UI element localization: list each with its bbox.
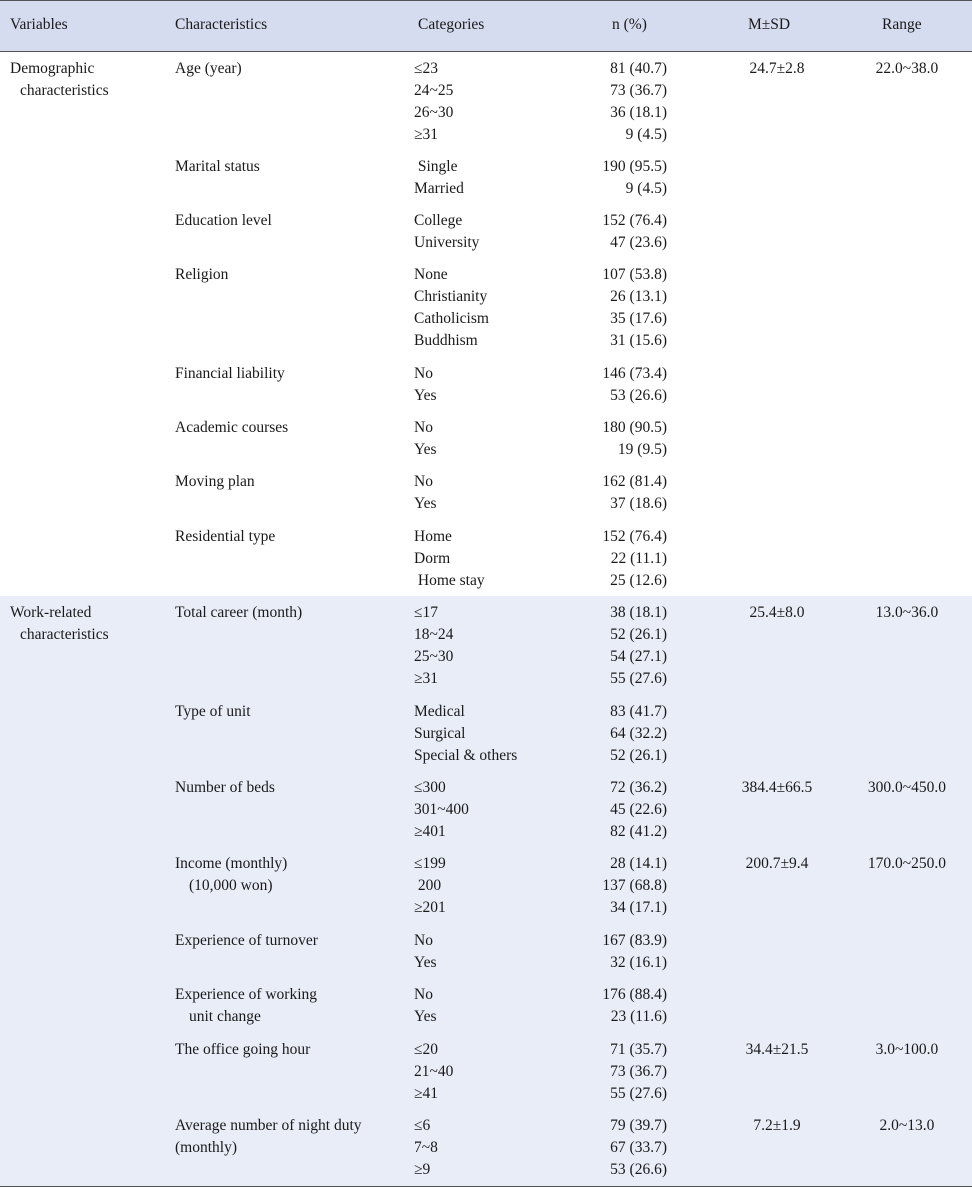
category-cell: University xyxy=(414,234,480,251)
row-categories xyxy=(414,1115,438,1181)
row-characteristic: Education level xyxy=(175,212,272,229)
range-cell: 170.0~250.0 xyxy=(867,855,947,872)
count-cell: 22 (11.1) xyxy=(610,550,667,567)
work-related-label xyxy=(10,602,109,646)
row-categories xyxy=(414,264,489,352)
row-categories xyxy=(414,930,437,974)
category-cell: No xyxy=(414,932,433,949)
category-cell: Special & others xyxy=(414,747,518,764)
count-cell: 107 (53.8) xyxy=(602,266,667,283)
category-cell: 200 xyxy=(414,877,442,894)
row-counts xyxy=(560,210,667,254)
header-characteristics: Characteristics xyxy=(175,16,268,33)
category-cell: ≤6 xyxy=(414,1117,431,1134)
category-cell: ≥41 xyxy=(414,1085,439,1102)
count-cell: 72 (36.2) xyxy=(610,779,667,796)
count-cell: 32 (16.1) xyxy=(610,954,667,971)
row-counts xyxy=(560,471,667,515)
category-cell: ≤199 xyxy=(414,855,446,872)
demographic-label-line1: Demographic xyxy=(10,60,95,77)
category-cell: No xyxy=(414,473,433,490)
row-categories xyxy=(414,602,453,690)
count-cell: 35 (17.6) xyxy=(610,310,667,327)
category-cell: 21~40 xyxy=(414,1063,454,1080)
row-categories xyxy=(414,210,479,254)
row-counts xyxy=(560,1039,667,1105)
count-cell: 79 (39.7) xyxy=(610,1117,667,1134)
header-categories: Categories xyxy=(418,16,485,33)
demographic-label-line2: characteristics xyxy=(20,82,109,99)
count-cell: 26 (13.1) xyxy=(610,288,667,305)
category-cell: College xyxy=(414,212,463,229)
count-cell: 52 (26.1) xyxy=(610,626,667,643)
header-n-percent: n (%) xyxy=(612,16,647,33)
row-categories xyxy=(414,156,464,200)
count-cell: 53 (26.6) xyxy=(610,387,667,404)
count-cell: 9 (4.5) xyxy=(625,180,667,197)
row-categories xyxy=(414,526,485,592)
category-cell: No xyxy=(414,419,433,436)
row-counts xyxy=(560,58,667,146)
category-cell: No xyxy=(414,986,433,1003)
category-cell: Home xyxy=(414,528,452,545)
category-cell: Home stay xyxy=(414,572,485,589)
row-categories xyxy=(414,417,437,461)
count-cell: 38 (18.1) xyxy=(610,604,667,621)
count-cell: 36 (18.1) xyxy=(610,104,667,121)
row-characteristic xyxy=(175,853,287,897)
characteristic-line1: Average number of night duty xyxy=(175,1117,362,1134)
category-cell: ≤23 xyxy=(414,60,439,77)
count-cell: 34 (17.1) xyxy=(610,899,667,916)
category-cell: 301~400 xyxy=(414,801,469,818)
category-cell: Single xyxy=(414,158,458,175)
row-characteristic: Experience of turnover xyxy=(175,932,318,949)
mean-sd-cell: 25.4±8.0 xyxy=(749,604,805,621)
count-cell: 53 (26.6) xyxy=(610,1161,667,1178)
count-cell: 190 (95.5) xyxy=(602,158,667,175)
count-cell: 52 (26.1) xyxy=(610,747,667,764)
category-cell: Catholicism xyxy=(414,310,489,327)
count-cell: 73 (36.7) xyxy=(610,82,667,99)
count-cell: 25 (12.6) xyxy=(610,572,667,589)
count-cell: 19 (9.5) xyxy=(617,441,667,458)
row-characteristic: Marital status xyxy=(175,158,260,175)
count-cell: 152 (76.4) xyxy=(602,212,667,229)
count-cell: 55 (27.6) xyxy=(610,670,667,687)
category-cell: ≥31 xyxy=(414,126,439,143)
range-cell: 300.0~450.0 xyxy=(867,779,947,796)
count-cell: 23 (11.6) xyxy=(610,1008,667,1025)
characteristic-line1: Income (monthly) xyxy=(175,855,288,872)
category-cell: Medical xyxy=(414,703,465,720)
category-cell: Yes xyxy=(414,495,437,512)
category-cell: None xyxy=(414,266,448,283)
row-counts xyxy=(560,363,667,407)
category-cell: No xyxy=(414,365,433,382)
category-cell: ≥201 xyxy=(414,899,446,916)
count-cell: 55 (27.6) xyxy=(610,1085,667,1102)
category-cell: Christianity xyxy=(414,288,488,305)
work-related-section xyxy=(0,596,972,1187)
category-cell: ≤20 xyxy=(414,1041,439,1058)
category-cell: Dorm xyxy=(414,550,451,567)
row-categories xyxy=(414,363,437,407)
row-categories xyxy=(414,853,446,919)
header-variables: Variables xyxy=(10,16,68,33)
row-categories xyxy=(414,58,453,146)
category-cell: 18~24 xyxy=(414,626,454,643)
category-cell: Surgical xyxy=(414,725,466,742)
category-cell: Married xyxy=(414,180,464,197)
count-cell: 167 (83.9) xyxy=(602,932,667,949)
table-header xyxy=(0,0,972,52)
count-cell: 176 (88.4) xyxy=(602,986,667,1003)
count-cell: 83 (41.7) xyxy=(610,703,667,720)
header-mean-sd: M±SD xyxy=(748,16,791,33)
row-characteristic: Residential type xyxy=(175,528,276,545)
category-cell: Yes xyxy=(414,441,437,458)
category-cell: 24~25 xyxy=(414,82,454,99)
row-counts xyxy=(560,417,667,461)
row-categories xyxy=(414,984,437,1028)
header-range: Range xyxy=(882,16,922,33)
characteristic-line2: (monthly) xyxy=(175,1139,237,1156)
mean-sd-cell: 24.7±2.8 xyxy=(749,60,805,77)
range-cell: 13.0~36.0 xyxy=(875,604,939,621)
count-cell: 82 (41.2) xyxy=(610,823,667,840)
row-characteristic: Type of unit xyxy=(175,703,251,720)
count-cell: 9 (4.5) xyxy=(625,126,667,143)
count-cell: 54 (27.1) xyxy=(610,648,667,665)
category-cell: 25~30 xyxy=(414,648,454,665)
characteristic-line2: unit change xyxy=(189,1008,261,1025)
mean-sd-cell: 384.4±66.5 xyxy=(741,779,813,796)
row-counts xyxy=(560,701,667,767)
mean-sd-cell: 200.7±9.4 xyxy=(745,855,809,872)
count-cell: 47 (23.6) xyxy=(610,234,667,251)
characteristic-line2: (10,000 won) xyxy=(189,877,273,894)
range-cell: 3.0~100.0 xyxy=(875,1041,939,1058)
row-characteristic: The office going hour xyxy=(175,1041,311,1058)
row-counts xyxy=(560,156,667,200)
work-related-label-line1: Work-related xyxy=(10,604,92,621)
category-cell: Buddhism xyxy=(414,332,478,349)
category-cell: Yes xyxy=(414,1008,437,1025)
count-cell: 137 (68.8) xyxy=(602,877,667,894)
category-cell: ≥9 xyxy=(414,1161,431,1178)
row-counts xyxy=(560,602,667,690)
row-characteristic: Academic courses xyxy=(175,419,289,436)
count-cell: 71 (35.7) xyxy=(610,1041,667,1058)
count-cell: 31 (15.6) xyxy=(610,332,667,349)
row-categories xyxy=(414,777,469,843)
row-characteristic xyxy=(175,984,317,1028)
category-cell: 7~8 xyxy=(414,1139,438,1156)
category-cell: ≤300 xyxy=(414,779,446,796)
demographic-section xyxy=(0,52,972,596)
category-cell: Yes xyxy=(414,954,437,971)
category-cell: 26~30 xyxy=(414,104,454,121)
row-characteristic: Religion xyxy=(175,266,229,283)
mean-sd-cell: 7.2±1.9 xyxy=(753,1117,801,1134)
category-cell: ≥31 xyxy=(414,670,439,687)
row-categories xyxy=(414,471,437,515)
row-characteristic: Age (year) xyxy=(175,60,242,77)
row-counts xyxy=(560,264,667,352)
count-cell: 152 (76.4) xyxy=(602,528,667,545)
row-characteristic: Number of beds xyxy=(175,779,275,796)
category-cell: ≥401 xyxy=(414,823,446,840)
row-characteristic: Total career (month) xyxy=(175,604,303,621)
count-cell: 64 (32.2) xyxy=(610,725,667,742)
mean-sd-cell: 34.4±21.5 xyxy=(745,1041,809,1058)
row-characteristic: Financial liability xyxy=(175,365,285,382)
count-cell: 180 (90.5) xyxy=(602,419,667,436)
row-counts xyxy=(560,930,667,974)
category-cell: Yes xyxy=(414,387,437,404)
row-characteristic xyxy=(175,1115,362,1159)
count-cell: 162 (81.4) xyxy=(602,473,667,490)
range-cell: 22.0~38.0 xyxy=(875,60,939,77)
row-categories xyxy=(414,1039,453,1105)
row-counts xyxy=(560,1115,667,1181)
row-categories xyxy=(414,701,517,767)
row-counts xyxy=(560,853,667,919)
work-related-label-line2: characteristics xyxy=(20,626,109,643)
count-cell: 67 (33.7) xyxy=(610,1139,667,1156)
count-cell: 146 (73.4) xyxy=(602,365,667,382)
row-characteristic: Moving plan xyxy=(175,473,255,490)
range-cell: 2.0~13.0 xyxy=(879,1117,935,1134)
count-cell: 81 (40.7) xyxy=(610,60,667,77)
category-cell: ≤17 xyxy=(414,604,439,621)
row-counts xyxy=(560,526,667,592)
demographic-label xyxy=(10,58,109,102)
row-counts xyxy=(560,984,667,1028)
count-cell: 45 (22.6) xyxy=(610,801,667,818)
count-cell: 37 (18.6) xyxy=(610,495,667,512)
count-cell: 73 (36.7) xyxy=(610,1063,667,1080)
row-counts xyxy=(560,777,667,843)
characteristic-line1: Experience of working xyxy=(175,986,318,1003)
count-cell: 28 (14.1) xyxy=(610,855,667,872)
